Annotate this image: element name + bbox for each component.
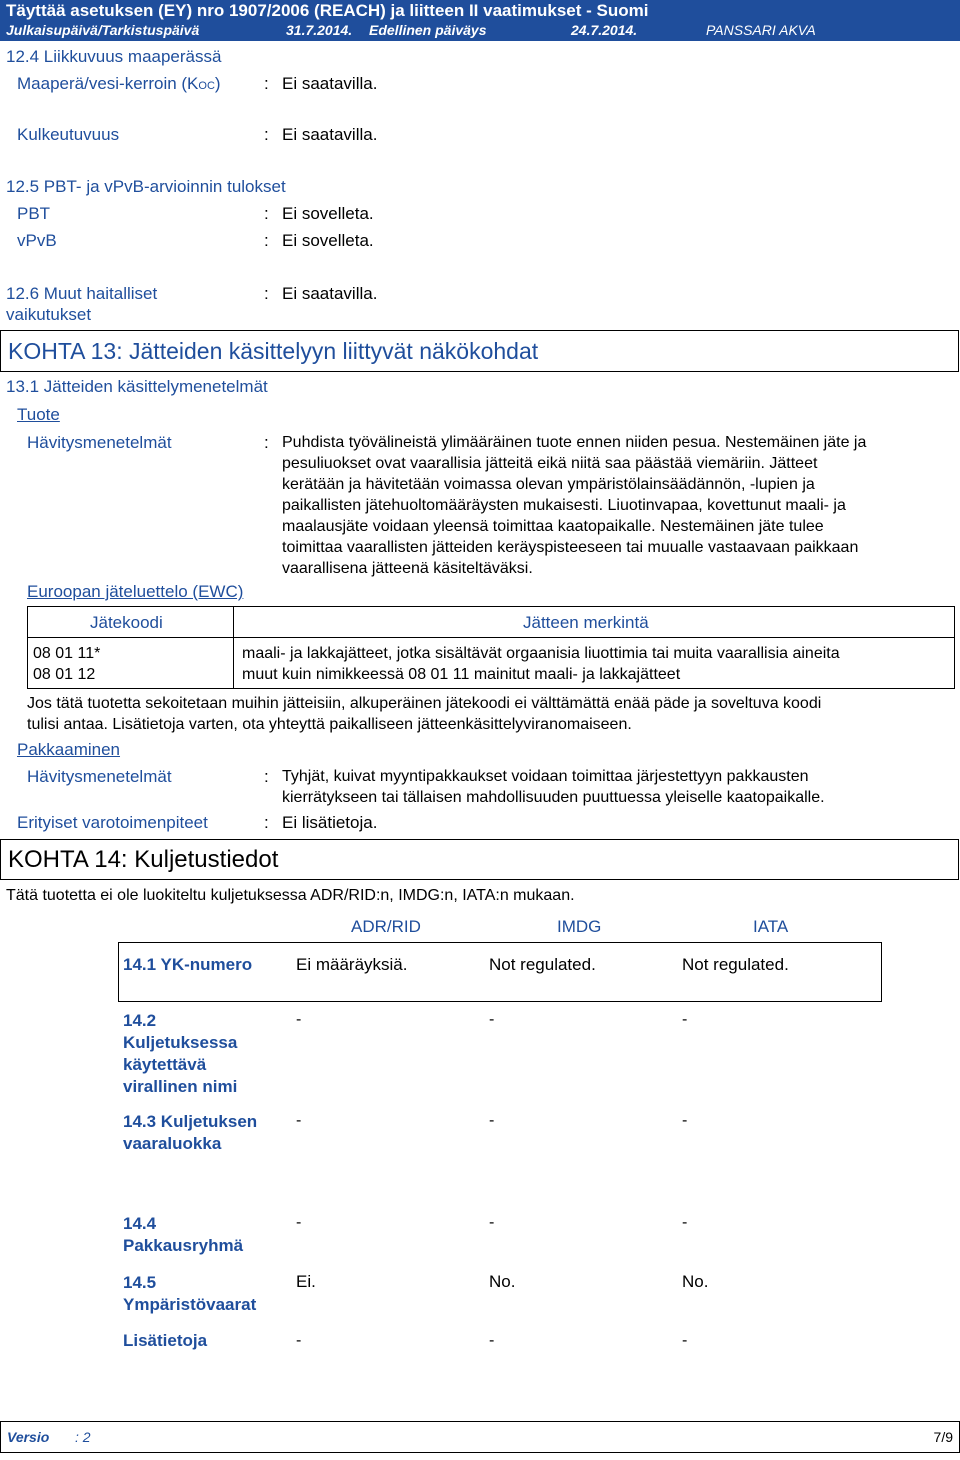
header-date-label: Julkaisupäivä/Tarkistuspäivä <box>6 22 200 38</box>
havitysmenetelmat-label: Hävitysmenetelmät <box>27 433 172 452</box>
ewc-heading: Euroopan jäteluettelo (EWC) <box>27 582 244 601</box>
pbt-value: Ei sovelleta. <box>282 204 374 223</box>
section-13-title-box <box>0 330 959 372</box>
row-14-4-iata: - <box>682 1214 688 1231</box>
section-14-title-box <box>0 839 959 880</box>
section-12-4-heading: 12.4 Liikkuvuus maaperässä <box>6 47 222 66</box>
row-14-4-imdg: - <box>489 1214 495 1231</box>
waste-code-table <box>27 606 955 689</box>
colon: : <box>264 125 269 144</box>
col-imdg: IMDG <box>557 917 602 936</box>
footer-versio-value: : 2 <box>75 1429 91 1445</box>
erityiset-value: Ei lisätietoja. <box>282 813 378 832</box>
tuote-heading: Tuote <box>17 405 60 424</box>
koc-value: Ei saatavilla. <box>282 74 378 93</box>
row-14-3-imdg: - <box>489 1112 495 1129</box>
section-12-6-label-2: vaikutukset <box>6 305 92 324</box>
pbt-label: PBT <box>17 204 51 223</box>
col-iata: IATA <box>753 917 789 936</box>
row-14-4-adr: - <box>296 1214 302 1231</box>
koc-label: Maaperä/vesi-kerroin (KOC) <box>17 74 221 93</box>
row-14-3-label: 14.3 Kuljetuksen vaaraluokka <box>123 1112 258 1153</box>
table-head-desc: Jätteen merkintä <box>523 613 649 632</box>
row-14-3-iata: - <box>682 1112 688 1129</box>
row-14-1-adr: Ei määräyksiä. <box>296 955 408 974</box>
row-14-2-imdg: - <box>489 1011 495 1028</box>
pak-havitysmenetelmat-label: Hävitysmenetelmät <box>27 767 172 786</box>
colon: : <box>264 813 269 832</box>
col-adr-rid: ADR/RID <box>351 917 421 936</box>
row-14-5-adr: Ei. <box>296 1272 316 1291</box>
row-14-5-iata: No. <box>682 1272 709 1291</box>
vpvb-label: vPvB <box>17 231 57 250</box>
row-lisatietoja-imdg: - <box>489 1332 495 1349</box>
section-12-5-heading: 12.5 PBT- ja vPvB-arvioinnin tulokset <box>6 177 286 196</box>
header-product: PANSSARI AKVA <box>706 22 816 38</box>
row-lisatietoja-iata: - <box>682 1332 688 1349</box>
section-13-title: KOHTA 13: Jätteiden käsittelyyn liittyvät näkökohdat <box>8 338 539 364</box>
header-prev-value: 24.7.2014. <box>571 22 638 38</box>
row-14-2-iata: - <box>682 1011 688 1028</box>
row-14-1-label: 14.1 YK-numero <box>123 955 253 974</box>
row-lisatietoja-label: Lisätietoja <box>123 1331 208 1350</box>
footer-page-number: 7/9 <box>933 1429 953 1445</box>
table-descriptions: maali- ja lakkajätteet, jotka sisältävät orgaanisia liuottimia tai muita vaarallisia aineita muut kuin nimikkeessä 08 01 11 mainitut maali- ja lakkajätteet <box>242 645 840 683</box>
row-14-1-imdg: Not regulated. <box>489 955 596 974</box>
pakkaaminen-heading: Pakkaaminen <box>17 740 121 759</box>
document-header <box>0 0 960 41</box>
row-14-3-adr: - <box>296 1112 302 1129</box>
colon: : <box>264 433 269 452</box>
kulkeutuvuus-value: Ei saatavilla. <box>282 125 378 144</box>
row-14-2-adr: - <box>296 1011 302 1028</box>
section-14-title: KOHTA 14: Kuljetustiedot <box>8 846 279 873</box>
colon: : <box>264 204 269 223</box>
colon: : <box>264 767 269 786</box>
row-14-1-iata: Not regulated. <box>682 955 789 974</box>
section-14-intro: Tätä tuotetta ei ole luokiteltu kuljetuksessa ADR/RID:n, IMDG:n, IATA:n mukaan. <box>6 887 575 904</box>
section-13-1-heading: 13.1 Jätteiden käsittelymenetelmät <box>6 377 268 396</box>
row-14-5-imdg: No. <box>489 1272 516 1291</box>
colon: : <box>264 284 269 303</box>
header-date-value: 31.7.2014. <box>286 22 353 38</box>
row-14-2-label: 14.2 Kuljetuksessa käytettävä virallinen nimi <box>123 1011 238 1096</box>
section-12-6-label-1: 12.6 Muut haitalliset <box>6 284 158 303</box>
row-lisatietoja-adr: - <box>296 1332 302 1349</box>
header-prev-label: Edellinen päiväys <box>369 22 487 38</box>
erityiset-label: Erityiset varotoimenpiteet <box>17 813 208 832</box>
table-head-code: Jätekoodi <box>90 613 163 632</box>
table-codes: 08 01 11* 08 01 12 <box>33 645 101 683</box>
header-title: Täyttää asetuksen (EY) nro 1907/2006 (REACH) ja liitteen II vaatimukset - Suomi <box>6 1 649 20</box>
colon: : <box>264 74 269 93</box>
pak-havitysmenetelmat-text: Tyhjät, kuivat myyntipakkaukset voidaan toimittaa järjestettyyn pakkausten kierrätykseen tai tällaisen mahdollisuuden puuttuessa yleiselle kaatopaikalle. <box>282 768 825 806</box>
row-14-5-label: 14.5 Ympäristövaarat <box>123 1273 257 1314</box>
vpvb-value: Ei sovelleta. <box>282 231 374 250</box>
section-12-6-value: Ei saatavilla. <box>282 284 378 303</box>
document-footer <box>0 1421 960 1453</box>
kulkeutuvuus-label: Kulkeutuvuus <box>17 125 120 144</box>
waste-note: Jos tätä tuotetta sekoitetaan muihin jätteisiin, alkuperäinen jätekoodi ei välttämättä enää päde ja soveltuva koodi tulisi antaa. Lisätietoja varten, ota yhteyttä paikalliseen jätteenkäsittelyviranomaiseen. <box>27 695 822 733</box>
colon: : <box>264 231 269 250</box>
havitysmenetelmat-text: Puhdista työvälineistä ylimääräinen tuote ennen niiden pesua. Nestemäinen jäte ja pesuliuokset ovat vaarallisia jätteitä eikä niitä saa päästää viemäriin. Jätteet kerätään ja hävitetään voimassa olevan ympäristölainsäädännön, -lupien ja paikallisten jätehuoltomääräysten mukaisesti. Liuotinvapaa, kovettunut maali- ja maalausjäte voidaan yleensä toimittaa kaatopaikalle. Nestemäinen jäte tulee toimittaa vaarallisten jätteiden keräyspisteeseen tai muualle vastaavaan paikkaan vaarallisena jätteenä käsiteltäväksi. <box>282 434 867 577</box>
row-14-4-label: 14.4 Pakkausryhmä <box>123 1214 244 1255</box>
footer-versio-label: Versio <box>7 1429 50 1445</box>
